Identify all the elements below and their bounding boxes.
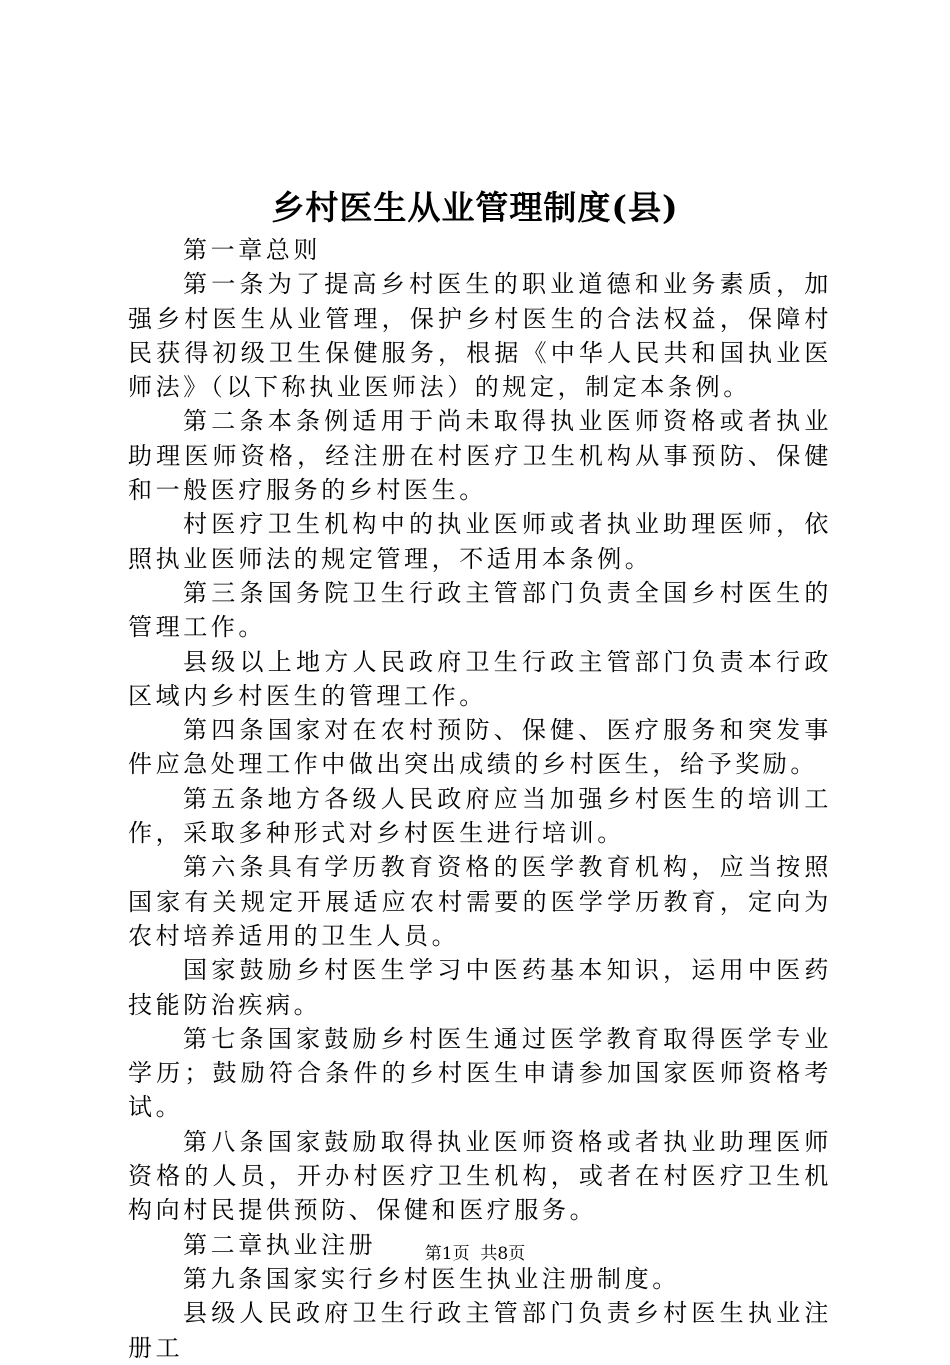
paragraph: 第六条具有学历教育资格的医学教育机构，应当按照国家有关规定开展适应农村需要的医学学历教育，定向为农村培养适用的卫生人员。	[128, 853, 832, 950]
page-footer	[0, 1243, 950, 1265]
paragraph: 第七条国家鼓励乡村医生通过医学教育取得医学专业学历；鼓励符合条件的乡村医生申请参加国家医师资格考试。	[128, 1024, 832, 1122]
chapter-heading: 第二章执业注册	[183, 1230, 377, 1259]
paragraph: 第九条国家实行乡村医生执业注册制度。	[183, 1264, 680, 1293]
paragraph: 第八条国家鼓励取得执业医师资格或者执业助理医师资格的人员，开办村医疗卫生机构，或者在村医疗卫生机构向村民提供预防、保健和医疗服务。	[128, 1127, 832, 1225]
paragraph: 第一条为了提高乡村医生的职业道德和业务素质，加强乡村医生从业管理，保护乡村医生的合法权益，保障村民获得初级卫生保健服务，根据《中华人民共和国执业医师法》（以下称执业医师法）的规定，制定本条例。	[128, 270, 832, 402]
document-title: 乡村医生从业管理制度(县)	[271, 188, 679, 227]
paragraph: 县级以上地方人民政府卫生行政主管部门负责本行政区域内乡村医生的管理工作。	[128, 647, 832, 710]
paragraph: 村医疗卫生机构中的执业医师或者执业助理医师，依照执业医师法的规定管理，不适用本条例。	[128, 510, 832, 573]
paragraph: 县级人民政府卫生行政主管部门负责乡村医生执业注册工	[128, 1299, 832, 1362]
paragraph: 第四条国家对在农村预防、保健、医疗服务和突发事件应急处理工作中做出突出成绩的乡村医生，给予奖励。	[128, 716, 832, 779]
page-number: 第1页	[424, 1244, 470, 1264]
document-body	[128, 233, 832, 1365]
paragraph: 第五条地方各级人民政府应当加强乡村医生的培训工作，采取多种形式对乡村医生进行培训。	[128, 784, 832, 848]
page-total: 共8页	[480, 1244, 526, 1264]
paragraph: 第二条本条例适用于尚未取得执业医师资格或者执业助理医师资格，经注册在村医疗卫生机构从事预防、保健和一般医疗服务的乡村医生。	[128, 407, 832, 505]
chapter-heading: 第一章总则	[183, 236, 321, 264]
paragraph: 第三条国务院卫生行政主管部门负责全国乡村医生的管理工作。	[128, 578, 832, 642]
paragraph: 国家鼓励乡村医生学习中医药基本知识，运用中医药技能防治疾病。	[128, 956, 832, 1019]
